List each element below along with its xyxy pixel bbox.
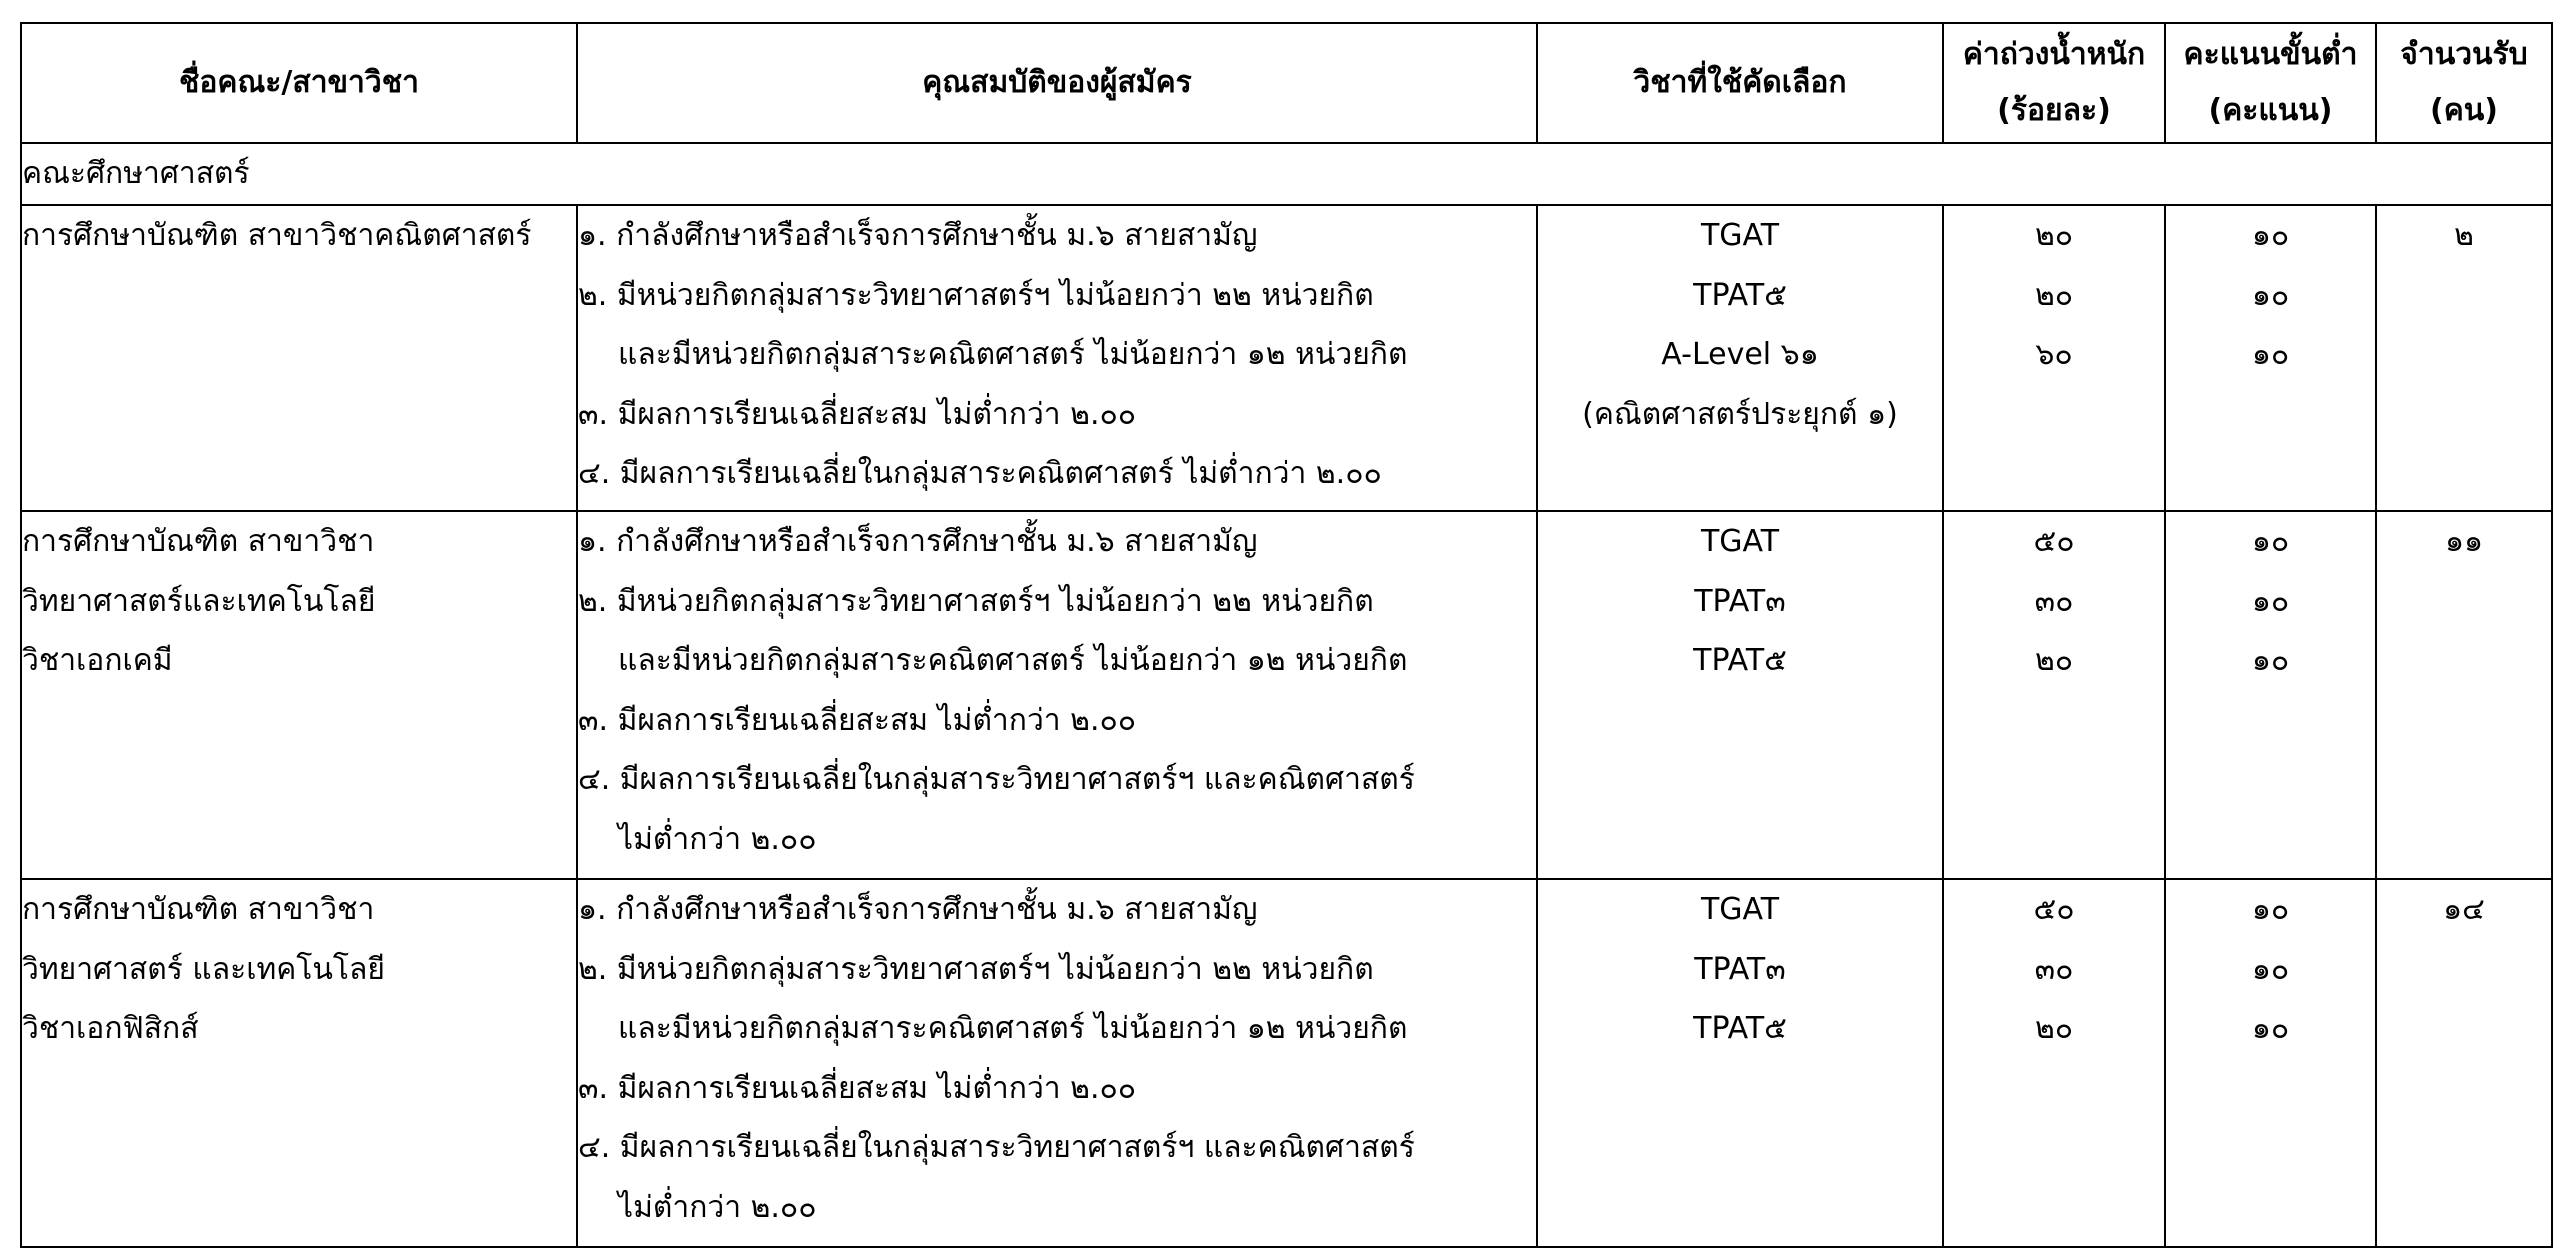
weight-value: ๖๐ — [2035, 337, 2073, 372]
weight-value: ๓๐ — [2034, 951, 2074, 987]
subject-item: TPAT๕ — [1693, 1011, 1787, 1046]
weight-value: ๒๐ — [2034, 1011, 2074, 1046]
weight-value: ๒๐ — [2034, 643, 2074, 678]
min-score-list — [2165, 205, 2376, 511]
subject-item: TGAT — [1700, 524, 1780, 559]
qualification-item — [578, 512, 1536, 572]
qualification-item — [578, 750, 1536, 869]
header-line: จำนวนรับ — [2400, 37, 2528, 72]
subject-item: TPAT๕ — [1693, 643, 1787, 678]
qualification-item — [578, 444, 1536, 504]
program-name-line: การศึกษาบัณฑิต สาขาวิชา — [22, 524, 375, 559]
subject-item: TGAT — [1700, 218, 1780, 253]
header-line: วิชาที่ใช้คัดเลือก — [1633, 65, 1847, 100]
weight-value: ๓๐ — [2034, 583, 2074, 619]
program-name-line: วิทยาศาสตร์ และเทคโนโลยี — [22, 951, 386, 987]
qualification-line: ๔. มีผลการเรียนเฉลี่ยในกลุ่มสาระวิทยาศาสตร์ฯ และคณิตศาสตร์ — [578, 1130, 1415, 1165]
header-line: (คะแนน) — [2208, 93, 2333, 128]
program-name — [21, 205, 577, 511]
header-weight — [1943, 23, 2165, 143]
faculty-name: คณะศึกษาศาสตร์ — [21, 143, 2552, 205]
header-line: คุณสมบัติของผู้สมัคร — [922, 65, 1192, 100]
qualification-line: ๑. กำลังศึกษาหรือสำเร็จการศึกษาชั้น ม.๖ สายสามัญ — [578, 892, 1258, 927]
subject-item: TGAT — [1700, 892, 1780, 927]
min-score-value: ๑๐ — [2251, 524, 2290, 559]
qualification-item — [578, 385, 1536, 445]
qualification-list — [577, 205, 1537, 511]
qualification-list — [577, 511, 1537, 879]
program-row — [21, 205, 2552, 511]
min-score-value: ๑๐ — [2251, 1011, 2290, 1046]
qualification-item — [578, 940, 1536, 1059]
header-line: ค่าถ่วงน้ำหนัก — [1962, 37, 2146, 72]
weight-list — [1943, 205, 2165, 511]
qualification-line: ๓. มีผลการเรียนเฉลี่ยสะสม ไม่ต่ำกว่า ๒.๐๐ — [578, 396, 1137, 432]
min-score-value: ๑๐ — [2251, 218, 2290, 253]
program-name — [21, 879, 577, 1247]
program-name-line: วิชาเอกเคมี — [22, 643, 173, 678]
qualification-item — [578, 691, 1536, 751]
qualification-line: ๓. มีผลการเรียนเฉลี่ยสะสม ไม่ต่ำกว่า ๒.๐๐ — [578, 1070, 1137, 1106]
header-program — [21, 23, 577, 143]
header-line: (ร้อยละ) — [1997, 93, 2111, 128]
table-body — [21, 143, 2552, 1247]
min-score-value: ๑๐ — [2251, 643, 2290, 678]
weight-value: ๕๐ — [2033, 524, 2075, 559]
quota-value: ๑๑ — [2376, 511, 2552, 879]
min-score-value: ๑๐ — [2251, 583, 2290, 619]
faculty-row — [21, 143, 2552, 205]
header-min-score — [2165, 23, 2376, 143]
qualification-line: ๓. มีผลการเรียนเฉลี่ยสะสม ไม่ต่ำกว่า ๒.๐๐ — [578, 702, 1137, 738]
header-line: (คน) — [2430, 93, 2498, 128]
min-score-list — [2165, 511, 2376, 879]
min-score-value: ๑๐ — [2251, 892, 2290, 927]
subject-item: TPAT๓ — [1694, 583, 1786, 619]
weight-value: ๕๐ — [2033, 892, 2075, 927]
qualification-line: ไม่ต่ำกว่า ๒.๐๐ — [618, 821, 817, 857]
qualification-item — [578, 572, 1536, 691]
quota-value: ๒ — [2376, 205, 2552, 511]
weight-list — [1943, 511, 2165, 879]
qualification-line: ๔. มีผลการเรียนเฉลี่ยในกลุ่มสาระคณิตศาสตร์ ไม่ต่ำกว่า ๒.๐๐ — [578, 456, 1382, 491]
qualification-line: ๑. กำลังศึกษาหรือสำเร็จการศึกษาชั้น ม.๖ สายสามัญ — [578, 218, 1258, 253]
qualification-line: ๑. กำลังศึกษาหรือสำเร็จการศึกษาชั้น ม.๖ สายสามัญ — [578, 524, 1258, 559]
header-line: ชื่อคณะ/สาขาวิชา — [179, 65, 419, 100]
subject-list — [1537, 879, 1943, 1247]
weight-value: ๒๐ — [2034, 277, 2074, 313]
qualification-line: ไม่ต่ำกว่า ๒.๐๐ — [618, 1189, 817, 1225]
program-name-line: วิชาเอกฟิสิกส์ — [22, 1011, 199, 1046]
program-name-line: วิทยาศาสตร์และเทคโนโลยี — [22, 583, 376, 619]
qualification-line: ๔. มีผลการเรียนเฉลี่ยในกลุ่มสาระวิทยาศาสตร์ฯ และคณิตศาสตร์ — [578, 762, 1415, 797]
header-subject — [1537, 23, 1943, 143]
qualification-line: ๒. มีหน่วยกิตกลุ่มสาระวิทยาศาสตร์ฯ ไม่น้อยกว่า ๒๒ หน่วยกิต — [578, 277, 1374, 313]
qualification-line: และมีหน่วยกิตกลุ่มสาระคณิตศาสตร์ ไม่น้อยกว่า ๑๒ หน่วยกิต — [618, 643, 1408, 678]
subject-item: (คณิตศาสตร์ประยุกต์ ๑) — [1582, 396, 1898, 432]
admission-table — [20, 22, 2553, 1248]
qualification-item — [578, 880, 1536, 940]
subject-list — [1537, 511, 1943, 879]
header-qualification — [577, 23, 1537, 143]
qualification-line: และมีหน่วยกิตกลุ่มสาระคณิตศาสตร์ ไม่น้อยกว่า ๑๒ หน่วยกิต — [618, 1011, 1408, 1046]
subject-item: TPAT๓ — [1694, 951, 1786, 987]
qualification-line: ๒. มีหน่วยกิตกลุ่มสาระวิทยาศาสตร์ฯ ไม่น้อยกว่า ๒๒ หน่วยกิต — [578, 583, 1374, 619]
subject-item: TPAT๕ — [1693, 277, 1787, 313]
min-score-value: ๑๐ — [2251, 951, 2290, 987]
min-score-value: ๑๐ — [2251, 277, 2290, 313]
header-quota — [2376, 23, 2552, 143]
subject-list — [1537, 205, 1943, 511]
qualification-line: ๒. มีหน่วยกิตกลุ่มสาระวิทยาศาสตร์ฯ ไม่น้อยกว่า ๒๒ หน่วยกิต — [578, 951, 1374, 987]
qualification-item — [578, 1118, 1536, 1237]
program-row — [21, 511, 2552, 879]
program-name — [21, 511, 577, 879]
subject-item: A-Level ๖๑ — [1661, 337, 1819, 372]
qualification-list — [577, 879, 1537, 1247]
header-line: คะแนนขั้นต่ำ — [2183, 37, 2358, 72]
qualification-item — [578, 206, 1536, 266]
program-name-line: การศึกษาบัณฑิต สาขาวิชา — [22, 892, 375, 927]
program-row — [21, 879, 2552, 1247]
weight-value: ๒๐ — [2034, 218, 2074, 253]
weight-list — [1943, 879, 2165, 1247]
quota-value: ๑๔ — [2376, 879, 2552, 1247]
qualification-item — [578, 266, 1536, 385]
min-score-list — [2165, 879, 2376, 1247]
header-row — [21, 23, 2552, 143]
qualification-item — [578, 1059, 1536, 1119]
qualification-line: และมีหน่วยกิตกลุ่มสาระคณิตศาสตร์ ไม่น้อยกว่า ๑๒ หน่วยกิต — [618, 337, 1408, 372]
program-name-line: การศึกษาบัณฑิต สาขาวิชาคณิตศาสตร์ — [22, 218, 532, 253]
min-score-value: ๑๐ — [2251, 337, 2290, 372]
